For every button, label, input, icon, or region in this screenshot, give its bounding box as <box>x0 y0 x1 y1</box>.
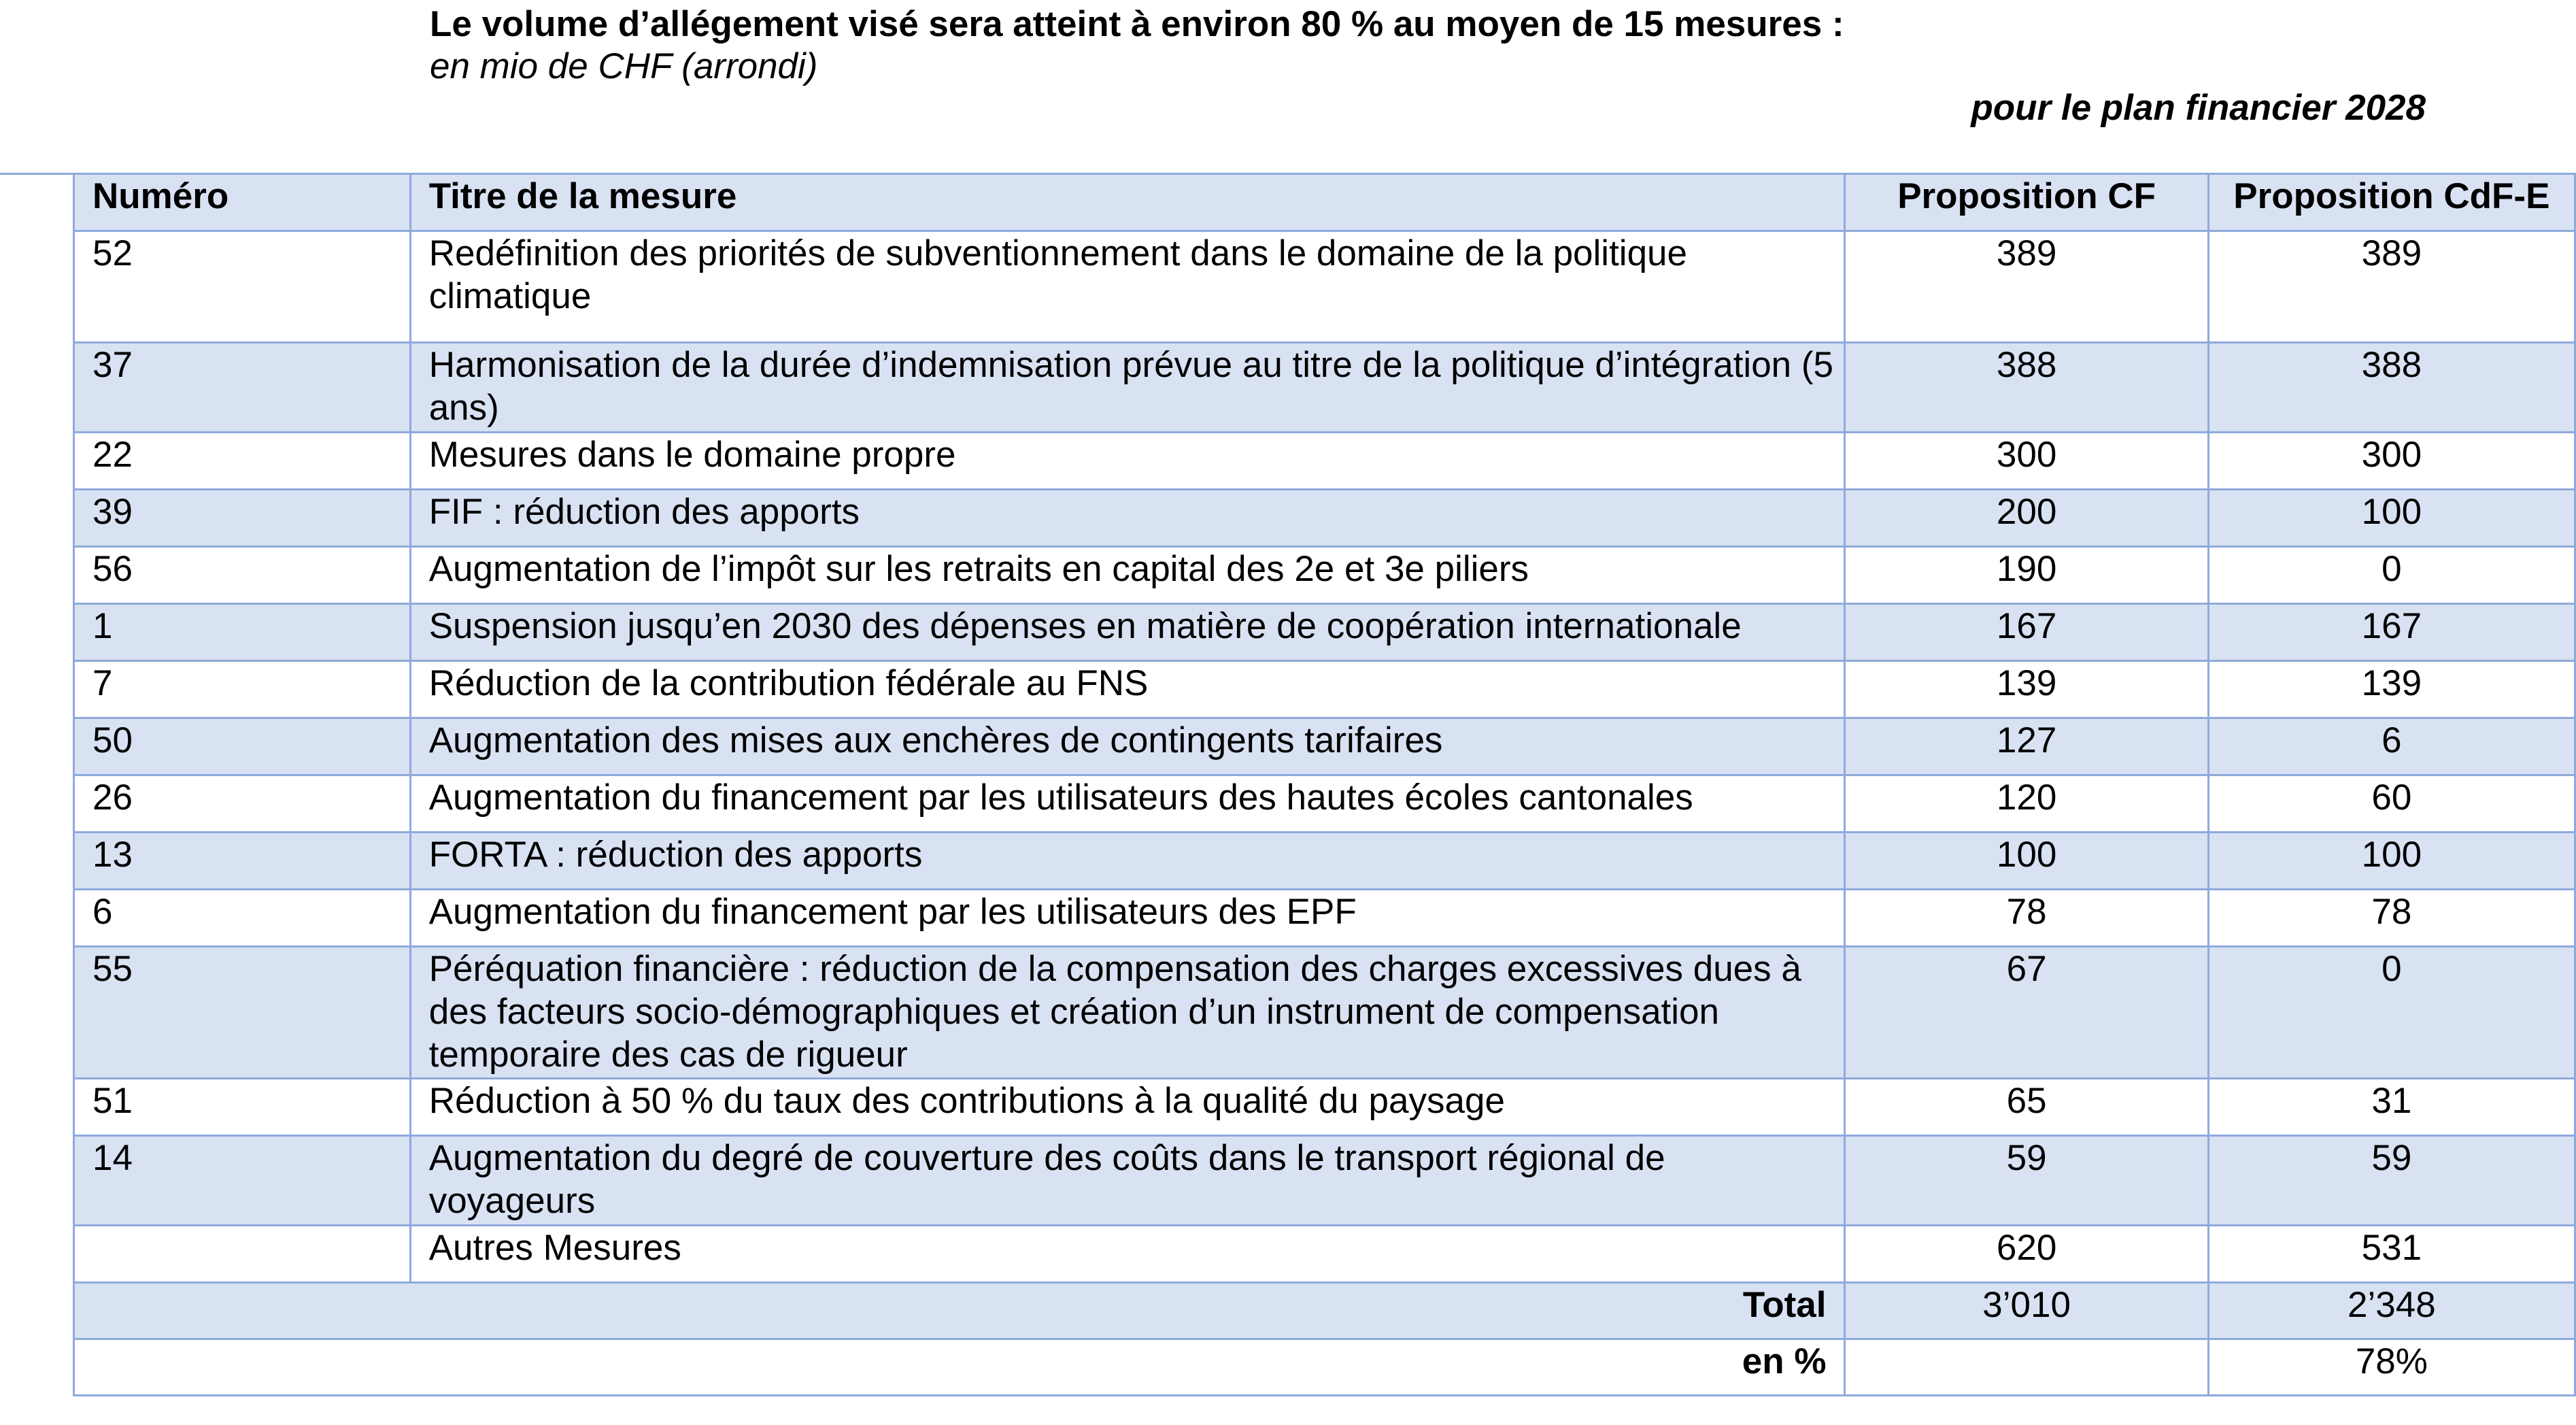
cell-proposition-cdf: 531 <box>2208 1226 2575 1283</box>
cell-numero: 1 <box>74 604 411 661</box>
cell-proposition-cdf: 59 <box>2208 1136 2575 1226</box>
percent-cdf: 78% <box>2208 1339 2575 1396</box>
cell-titre: FORTA : réduction des apports <box>410 833 1845 890</box>
cell-proposition-cdf: 0 <box>2208 547 2575 604</box>
cell-numero: 50 <box>74 718 411 775</box>
cell-proposition-cf: 65 <box>1845 1079 2208 1136</box>
table-row <box>74 890 2575 947</box>
cell-proposition-cdf: 388 <box>2208 343 2575 433</box>
cell-proposition-cdf: 300 <box>2208 433 2575 490</box>
table-row <box>74 661 2575 718</box>
cell-titre: Augmentation de l’impôt sur les retraits en capital des 2e et 3e piliers <box>410 547 1845 604</box>
table-row <box>74 833 2575 890</box>
cell-proposition-cf: 67 <box>1845 947 2208 1079</box>
cell-numero: 22 <box>74 433 411 490</box>
cell-numero: 39 <box>74 490 411 547</box>
cell-proposition-cf: 190 <box>1845 547 2208 604</box>
cell-proposition-cf: 300 <box>1845 433 2208 490</box>
cell-numero: 26 <box>74 775 411 833</box>
table-row <box>74 1226 2575 1283</box>
table-row <box>74 490 2575 547</box>
cell-titre: Harmonisation de la durée d’indemnisation prévue au titre de la politique d’intégration (5 ans) <box>410 343 1845 433</box>
cell-titre: FIF : réduction des apports <box>410 490 1845 547</box>
table-row <box>74 1136 2575 1226</box>
cell-titre: Réduction de la contribution fédérale au FNS <box>410 661 1845 718</box>
table-row <box>74 343 2575 433</box>
cell-proposition-cf: 127 <box>1845 718 2208 775</box>
percent-label: en % <box>74 1339 1845 1396</box>
total-label: Total <box>74 1283 1845 1339</box>
cell-proposition-cf: 389 <box>1845 231 2208 343</box>
cell-proposition-cdf: 78 <box>2208 890 2575 947</box>
percent-row <box>74 1339 2575 1396</box>
cell-proposition-cdf: 100 <box>2208 490 2575 547</box>
table-header-row <box>74 174 2575 231</box>
section-heading: Le volume d’allégement visé sera atteint à environ 80 % au moyen de 15 mesures : <box>430 4 1844 44</box>
cell-proposition-cdf: 31 <box>2208 1079 2575 1136</box>
cell-numero: 7 <box>74 661 411 718</box>
cell-proposition-cf: 388 <box>1845 343 2208 433</box>
cell-numero <box>74 1226 411 1283</box>
total-cdf: 2’348 <box>2208 1283 2575 1339</box>
measures-table <box>73 173 2576 1396</box>
cell-titre: Péréquation financière : réduction de la compensation des charges excessives dues à des facteurs socio-démographiques et création d’un instrument de compensation temporaire des cas de rigueur <box>410 947 1845 1079</box>
cell-numero: 56 <box>74 547 411 604</box>
table-row <box>74 604 2575 661</box>
cell-numero: 6 <box>74 890 411 947</box>
cell-proposition-cf: 620 <box>1845 1226 2208 1283</box>
cell-proposition-cdf: 6 <box>2208 718 2575 775</box>
percent-cf <box>1845 1339 2208 1396</box>
cell-numero: 14 <box>74 1136 411 1226</box>
unit-note: en mio de CHF (arrondi) <box>430 46 818 86</box>
cell-proposition-cf: 120 <box>1845 775 2208 833</box>
margin-rule <box>0 173 73 175</box>
table-row <box>74 947 2575 1079</box>
cell-proposition-cdf: 60 <box>2208 775 2575 833</box>
cell-numero: 52 <box>74 231 411 343</box>
table-row <box>74 231 2575 343</box>
cell-titre: Augmentation du financement par les utilisateurs des EPF <box>410 890 1845 947</box>
cell-titre: Réduction à 50 % du taux des contributions à la qualité du paysage <box>410 1079 1845 1136</box>
cell-numero: 13 <box>74 833 411 890</box>
cell-proposition-cf: 167 <box>1845 604 2208 661</box>
cell-numero: 37 <box>74 343 411 433</box>
total-cf: 3’010 <box>1845 1283 2208 1339</box>
header-proposition-cdf: Proposition CdF-E <box>2208 174 2575 231</box>
cell-titre: Suspension jusqu’en 2030 des dépenses en matière de coopération internationale <box>410 604 1845 661</box>
header-titre: Titre de la mesure <box>410 174 1845 231</box>
cell-proposition-cf: 200 <box>1845 490 2208 547</box>
header-numero: Numéro <box>74 174 411 231</box>
total-row <box>74 1283 2575 1339</box>
header-proposition-cf: Proposition CF <box>1845 174 2208 231</box>
cell-proposition-cf: 78 <box>1845 890 2208 947</box>
cell-titre: Augmentation du degré de couverture des coûts dans le transport régional de voyageurs <box>410 1136 1845 1226</box>
cell-titre: Autres Mesures <box>410 1226 1845 1283</box>
plan-note: pour le plan financier 2028 <box>1971 88 2426 128</box>
cell-proposition-cdf: 100 <box>2208 833 2575 890</box>
cell-proposition-cdf: 167 <box>2208 604 2575 661</box>
cell-proposition-cf: 100 <box>1845 833 2208 890</box>
table-row <box>74 775 2575 833</box>
cell-titre: Augmentation du financement par les utilisateurs des hautes écoles cantonales <box>410 775 1845 833</box>
table-row <box>74 433 2575 490</box>
table-row <box>74 718 2575 775</box>
cell-titre: Mesures dans le domaine propre <box>410 433 1845 490</box>
table-row <box>74 547 2575 604</box>
cell-proposition-cdf: 139 <box>2208 661 2575 718</box>
cell-proposition-cdf: 0 <box>2208 947 2575 1079</box>
cell-proposition-cdf: 389 <box>2208 231 2575 343</box>
cell-titre: Redéfinition des priorités de subventionnement dans le domaine de la politique climatique <box>410 231 1845 343</box>
cell-numero: 51 <box>74 1079 411 1136</box>
cell-proposition-cf: 59 <box>1845 1136 2208 1226</box>
cell-titre: Augmentation des mises aux enchères de contingents tarifaires <box>410 718 1845 775</box>
table-row <box>74 1079 2575 1136</box>
cell-numero: 55 <box>74 947 411 1079</box>
cell-proposition-cf: 139 <box>1845 661 2208 718</box>
